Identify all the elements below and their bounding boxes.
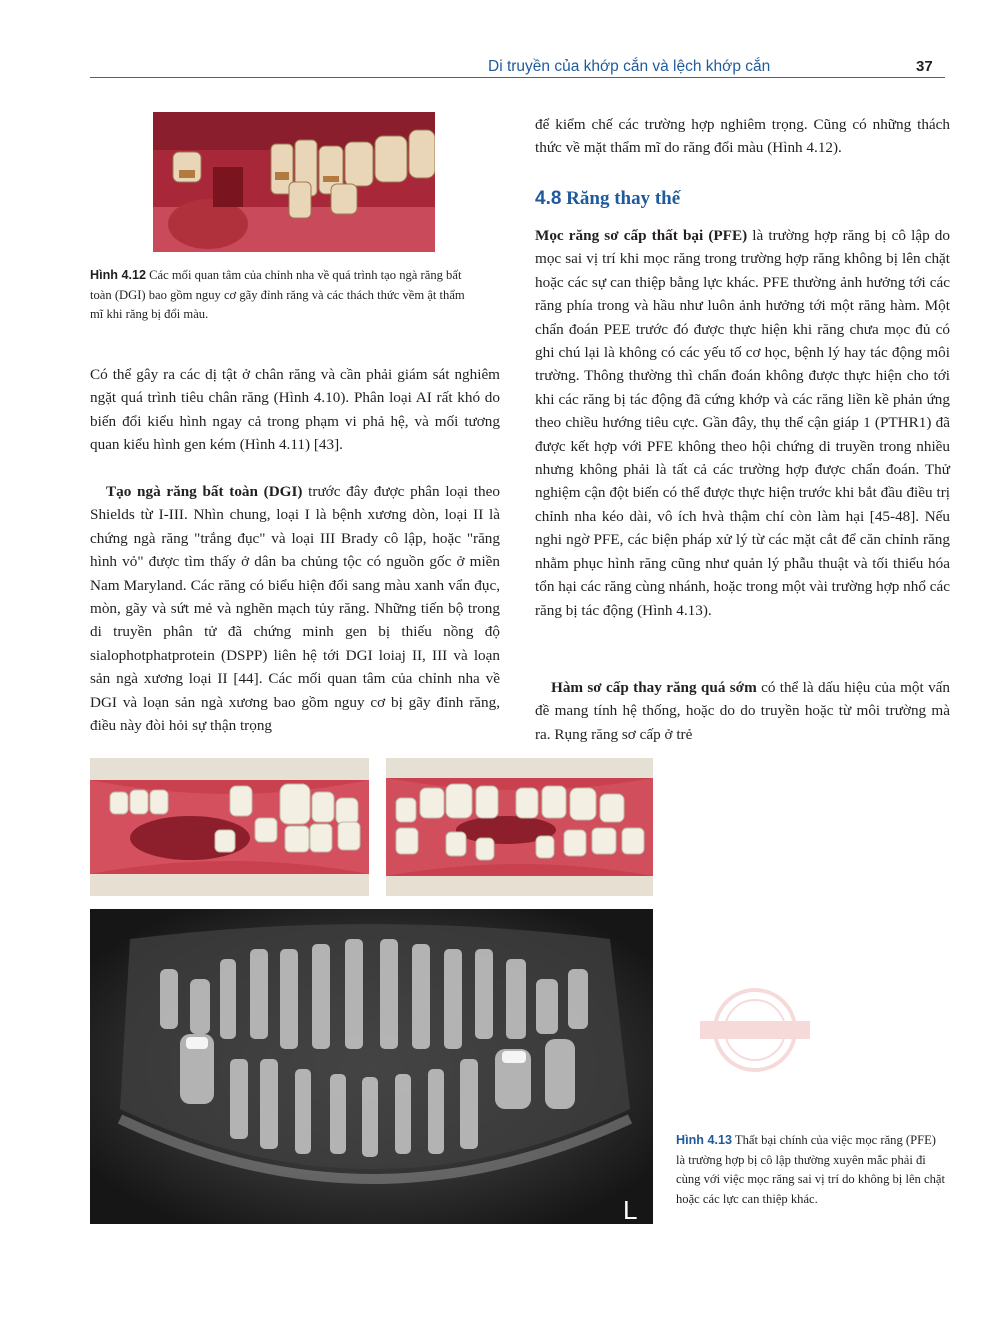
figure-4-13-photo-left xyxy=(90,758,369,896)
right-paragraph-2 xyxy=(535,676,950,746)
right-paragraph-1-body: là trường hợp răng bị cô lập do mọc sai vị trí khi mọc răng trong trường hợp răng không bị lên chặt hoặc các sự can thiệp bằng lực khác. PFE thường ảnh hưởng tới các răng phía trong và hầu như luôn ảnh hưởng tới một răng hàm. Một chẩn đoán PEE trước đó được thực hiện khi răng chưa mọc đủ có ghi chú lại là không có các yếu tố cơ học, bệnh lý hay tác động môi trường. Thông thường thì chẩn đoán không được thực hiện cho tới khi các răng bị tác động đã cứng khớp và các răng liền kề phản ứng theo chiều hướng tiêu cực. Gần đây, thụ thể cận giáp 1 (PTHR1) đã được kết hợp với PFE không theo hội chứng di truyền trong nhiều nhưng không phải là tất cả các trường hợp được chẩn đoán. Thử nghiệm cận đột biến có thể được thực hiện trước khi bắt đầu điều trị chỉnh nha kéo dài, vô ích hvà thậm chí còn làm hại [45-48]. Nếu nghi ngờ PFE, các biện pháp xử lý từ các mặt cắt để căn chỉnh răng nhằm phục hình răng cũng như quản lý phẫu thuật và tối thiểu hóa tổn hại các răng cùng nhánh, hoặc trong một vài trường hợp nhổ các răng bị tác động (Hình 4.13). xyxy=(535,227,950,619)
figure-4-13-label: Hình 4.13 xyxy=(676,1133,732,1147)
page-number: 37 xyxy=(916,58,933,75)
right-paragraph-0: để kiểm chế các trường hợp nghiêm trọng. Cũng có những thách thức về mặt thẩm mĩ do răng đổi màu (Hình 4.12). xyxy=(535,116,950,157)
figure-4-12-label: Hình 4.12 xyxy=(90,268,146,282)
pfe-term: Mọc răng sơ cấp thất bại (PFE) xyxy=(535,227,748,244)
figure-4-12-photo xyxy=(153,112,435,252)
left-paragraph-1: Có thể gây ra các dị tật ở chân răng và cần phải giám sát nghiêm ngặt quá trình tiêu chân răng (Hình 4.10). Phân loại AI rất khó do biến đổi kiểu hình ngay cả trong phạm vi phả hệ, và mối tương quan kiểu hình gen kém (Hình 4.11) [43]. xyxy=(90,366,500,454)
xray-side-marker: L xyxy=(623,1195,638,1224)
running-header-title: Di truyền của khớp cắn và lệch khớp cắn xyxy=(488,58,771,75)
left-paragraph-2-body: trước đây được phân loại theo Shields từ I-III. Nhìn chung, loại I là bệnh xương dòn, loại II là chứng ngà răng "trắng đục" và loại III Brady cô lập, hoặc "răng hình vỏ" được tìm thấy ở dân ba chủng tộc có nguồn gốc ở miền Nam Maryland. Các răng có biểu hiện đổi sang màu xanh vẩn đục, mòn, gãy và sứt mẻ và nghẽn mạch tủy răng. Những tiến bộ trong di truyền phân tử đã chứng minh gen bị thiếu nồng độ sialophotphatprotein (DSPP) liên hệ tới DGI loiaj II, III và loạn sản ngà xương loại II [44]. Các mối quan tâm của chỉnh nha về DGI và loạn sản ngà xương bao gồm nguy cơ bị gãy đỉnh răng, điều này đòi hỏi sự thận trọng xyxy=(90,483,500,735)
figure-4-13-photo-right xyxy=(386,758,653,896)
premature-exfoliation-term: Hàm sơ cấp thay răng quá sớm xyxy=(551,679,757,696)
header-rule xyxy=(90,77,945,78)
right-paragraph-2-body: có thể là dấu hiệu của một vấn đề mang tính hệ thống, hoặc do do truyền hoặc từ môi trường mà ra. Rụng răng sơ cấp ở trẻ xyxy=(535,679,951,743)
figure-4-13-caption xyxy=(676,1131,946,1209)
figure-4-12-text: Các mối quan tâm của chỉnh nha về quá trình tạo ngà răng bất toàn (DGI) bao gồm nguy cơ gãy đỉnh răng và các thách thức vềm ật thẩm mĩ khi răng bị đổi màu. xyxy=(90,268,465,322)
dgi-term: Tạo ngà răng bất toàn (DGI) xyxy=(106,483,303,500)
watermark-stamp xyxy=(680,985,830,1075)
figure-4-12-caption xyxy=(90,266,480,325)
figure-4-13-xray xyxy=(90,909,653,1224)
section-number: 4.8 xyxy=(535,188,562,209)
left-paragraph-2 xyxy=(90,480,500,737)
section-title: Răng thay thế xyxy=(561,188,681,209)
right-paragraph-1 xyxy=(535,224,950,622)
figure-4-13-text: Thất bại chính của việc mọc răng (PFE) là trường hợp bị cô lập thường xuyên mắc phải đi cùng với việc mọc răng sai vị trí do không bị lên chặt hoặc các lực can thiệp khác. xyxy=(676,1133,945,1206)
section-heading-4-8 xyxy=(535,188,680,210)
